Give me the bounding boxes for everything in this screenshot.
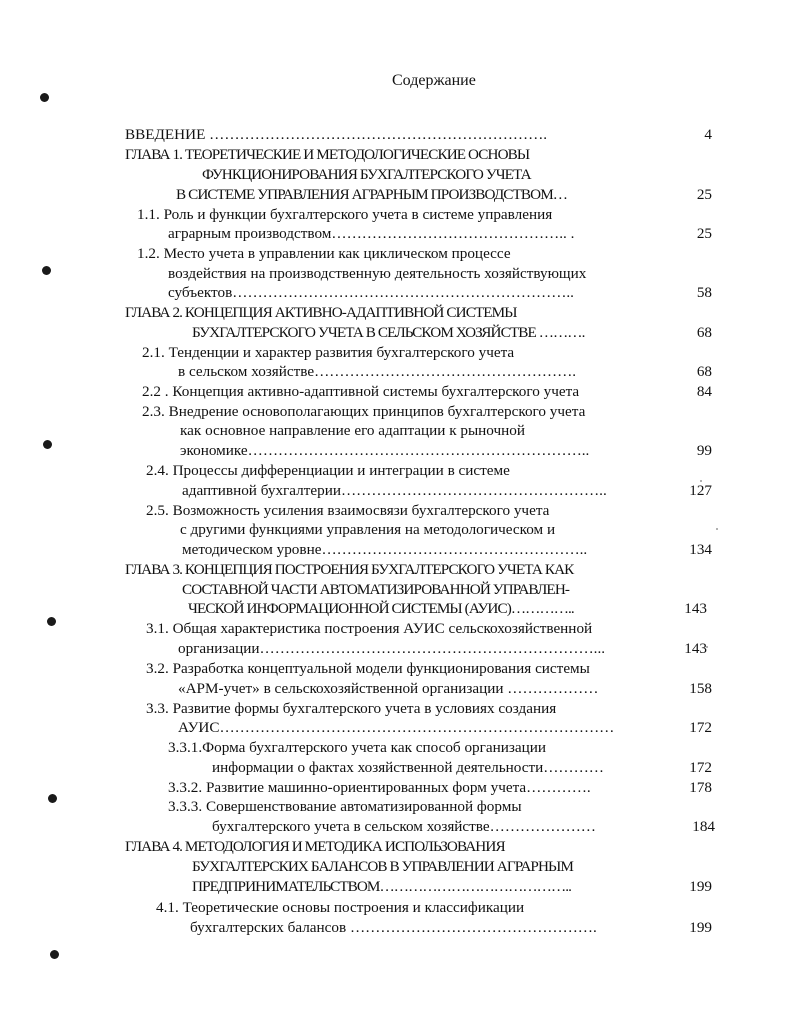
punch-hole-4 xyxy=(47,617,56,626)
toc-section-line: информации о фактах хозяйственной деятельности………… xyxy=(212,759,604,776)
toc-section-line: в сельском хозяйстве……………………………………………. xyxy=(178,363,577,380)
toc-section-2-5: 2.5. Возможность усиления взаимосвязи бухгалтерского учета xyxy=(146,502,550,519)
toc-page-number: 199 xyxy=(689,878,712,895)
toc-page-number: 158 xyxy=(689,680,712,697)
toc-page-number: 68 xyxy=(696,324,712,341)
toc-chapter-1: ГЛАВА 1. ТЕОРЕТИЧЕСКИЕ И МЕТОДОЛОГИЧЕСКИЕ ОСНОВЫ xyxy=(125,146,530,163)
toc-section-1-2: 1.2. Место учета в управлении как циклическом процессе xyxy=(137,245,511,262)
toc-page-number: 4 xyxy=(704,126,712,143)
page-title: Содержание xyxy=(392,72,476,89)
toc-page-number: 143 xyxy=(684,640,707,657)
toc-section-2-4: 2.4. Процессы дифференциации и интеграции в системе xyxy=(146,462,510,479)
toc-section-4-1: 4.1. Теоретические основы построения и классификации xyxy=(156,899,525,916)
toc-section-3-3: 3.3. Развитие формы бухгалтерского учета в условиях создания xyxy=(146,700,557,717)
punch-hole-1 xyxy=(40,93,49,102)
toc-chapter-3-line: ЧЕСКОЙ ИНФОРМАЦИОННОЙ СИСТЕМЫ (АУИС)………….. xyxy=(188,600,574,617)
toc-section-2-2: 2.2 . Концепция активно-адаптивной системы бухгалтерского учета xyxy=(142,383,580,400)
toc-page-number: 199 xyxy=(689,919,712,936)
toc-section-line: аграрным производством……………………………………….. . xyxy=(168,225,575,242)
toc-section-line: методическом уровне…………………………………………….. xyxy=(182,541,588,558)
toc-page-number: 68 xyxy=(696,363,712,380)
toc-section-line: воздействия на производственную деятельность хозяйствующих xyxy=(168,265,587,282)
toc-page-number: 99 xyxy=(696,442,712,459)
toc-section-line: «АРМ-учет» в сельскохозяйственной организации ……………… xyxy=(178,680,599,697)
toc-chapter-4-line: БУХГАЛТЕРСКИХ БАЛАНСОВ В УПРАВЛЕНИИ АГРАРНЫМ xyxy=(192,858,573,875)
toc-chapter-3: ГЛАВА 3. КОНЦЕПЦИЯ ПОСТРОЕНИЯ БУХГАЛТЕРСКОГО УЧЕТА КАК xyxy=(125,561,574,578)
toc-section-3-3-1: 3.3.1.Форма бухгалтерского учета как способ организации xyxy=(168,739,546,756)
toc-section-line: АУИС…………………………………………………………………… xyxy=(178,719,615,736)
toc-section-3-2: 3.2. Разработка концептуальной модели функционирования системы xyxy=(146,660,590,677)
toc-section-line: бухгалтерских балансов …………………………………………. xyxy=(190,919,597,936)
toc-chapter-4: ГЛАВА 4. МЕТОДОЛОГИЯ И МЕТОДИКА ИСПОЛЬЗОВАНИЯ xyxy=(125,838,505,855)
toc-section-line: экономике………………………………………………………….. xyxy=(180,442,590,459)
toc-page-number: 172 xyxy=(689,759,712,776)
toc-page-number: 25 xyxy=(696,186,712,203)
toc-section-3-1: 3.1. Общая характеристика построения АУИС сельскохозяйственной xyxy=(146,620,593,637)
toc-chapter-1-line: В СИСТЕМЕ УПРАВЛЕНИЯ АГРАРНЫМ ПРОИЗВОДСТВОМ… xyxy=(176,186,568,203)
toc-introduction: ВВЕДЕНИЕ …………………………………………………………. xyxy=(125,126,548,143)
toc-chapter-3-line: СОСТАВНОЙ ЧАСТИ АВТОМАТИЗИРОВАННОЙ УПРАВЛЕН- xyxy=(182,581,570,598)
toc-section-1-1: 1.1. Роль и функции бухгалтерского учета в системе управления xyxy=(137,206,553,223)
toc-page-number: 127 xyxy=(689,482,712,499)
scan-speck xyxy=(716,528,718,530)
toc-chapter-1-line: ФУНКЦИОНИРОВАНИЯ БУХГАЛТЕРСКОГО УЧЕТА xyxy=(202,166,531,183)
toc-page-number: 84 xyxy=(696,383,712,400)
toc-section-line: с другими функциями управления на методологическом и xyxy=(180,521,556,538)
punch-hole-5 xyxy=(48,794,57,803)
toc-page-number: 134 xyxy=(689,541,712,558)
punch-hole-3 xyxy=(43,440,52,449)
toc-section-line: организации…………………………………………………………... xyxy=(178,640,606,657)
toc-page-number: 25 xyxy=(696,225,712,242)
toc-page-number: 172 xyxy=(689,719,712,736)
punch-hole-2 xyxy=(42,266,51,275)
toc-chapter-4-line: ПРЕДПРИНИМАТЕЛЬСТВОМ………………………………….. xyxy=(192,878,572,895)
toc-section-line: бухгалтерского учета в сельском хозяйстве………………… xyxy=(212,818,596,835)
toc-page-number: 143 xyxy=(684,600,707,617)
toc-section-line: адаптивной бухгалтерии…………………………………………….. xyxy=(182,482,607,499)
toc-page-number: 178 xyxy=(689,779,712,796)
toc-section-line: субъектов………………………………………………………….. xyxy=(168,284,574,301)
toc-page-number: 184 xyxy=(692,818,715,835)
punch-hole-6 xyxy=(50,950,59,959)
toc-section-line: как основное направление его адаптации к рыночной xyxy=(180,422,525,439)
toc-section-3-3-3: 3.3.3. Совершенствование автоматизированной формы xyxy=(168,798,522,815)
toc-section-3-3-2: 3.3.2. Развитие машинно-ориентированных форм учета…………. xyxy=(168,779,591,796)
toc-chapter-2-line: БУХГАЛТЕРСКОГО УЧЕТА В СЕЛЬСКОМ ХОЗЯЙСТВЕ ………. xyxy=(192,324,585,341)
toc-section-2-3: 2.3. Внедрение основополагающих принципов бухгалтерского учета xyxy=(142,403,586,420)
toc-page-number: 58 xyxy=(696,284,712,301)
toc-chapter-2: ГЛАВА 2. КОНЦЕПЦИЯ АКТИВНО-АДАПТИВНОЙ СИСТЕМЫ xyxy=(125,304,517,321)
toc-section-2-1: 2.1. Тенденции и характер развития бухгалтерского учета xyxy=(142,344,515,361)
